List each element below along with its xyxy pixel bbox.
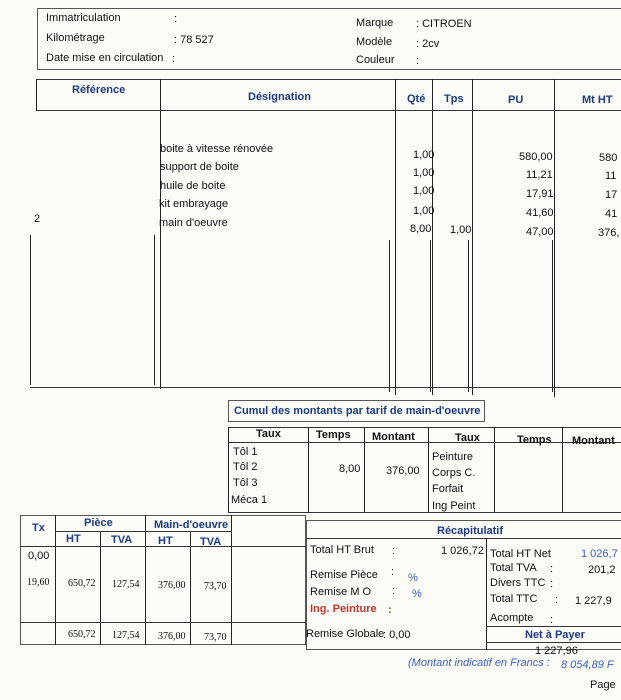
couleur-label: Couleur [356, 54, 395, 66]
remise-globale-value: : 0,00 [383, 629, 411, 641]
row-qte: 1,00 [413, 149, 435, 161]
marque-label: Marque [356, 17, 394, 29]
tva-row2-piece-ht: 650,72 [68, 578, 96, 589]
row-pu: 580,00 [519, 151, 553, 163]
couleur-sep: : [416, 55, 420, 67]
recap-title: Récapitulatif [437, 525, 504, 537]
row-designation: kit embrayage [159, 198, 229, 210]
cumul-temps-header: Temps [316, 429, 351, 441]
tva-total-mo-ht: 376,00 [158, 631, 186, 642]
tva-total-piece-tva: 127,54 [112, 630, 140, 641]
cumul-montant-header: Montant [372, 431, 415, 443]
immat-label: Immatriculation [46, 12, 121, 24]
rate-corps: Corps C. [432, 467, 476, 479]
tva-row2-mo-tva: 73,70 [204, 581, 227, 592]
net-a-payer-value: 1 227,96 [535, 645, 578, 657]
col-reference-header: Référence [72, 84, 126, 96]
cumul-temps2-header: Temps [517, 434, 552, 446]
total-ht-brut-sep: : [392, 545, 396, 557]
tva-row1-tx: 0,00 [28, 550, 50, 562]
tva-row2-tx: 19,60 [27, 577, 50, 588]
row-tps: 1,00 [450, 224, 472, 236]
total-ht-brut-value: 1 026,72 [441, 545, 484, 557]
rate-tol1: Tôl 1 [233, 446, 258, 458]
cumul-temps-value: 8,00 [339, 463, 361, 475]
remise-globale-label: Remise Globale [306, 628, 385, 640]
total-ttc-label: Total TTC [490, 593, 538, 605]
acompte-sep: : [550, 614, 554, 626]
row-pu: 17,91 [526, 188, 554, 200]
tva-piece-ht-header: HT [66, 533, 81, 545]
row-mtht: 41 [605, 208, 618, 220]
tva-piece-tva-header: TVA [111, 534, 133, 546]
ing-peinture-label: Ing. Peinture [310, 603, 377, 615]
page-label: Page [590, 679, 616, 691]
row-mtht: 11 [605, 170, 617, 182]
row-mtht: 17 [605, 189, 618, 201]
acompte-label: Acompte [490, 612, 534, 624]
tva-mo-header: Main-d'oeuvre [154, 519, 229, 531]
divers-ttc-sep: : [550, 578, 554, 590]
tva-mo-ht-header: HT [158, 535, 173, 547]
row-designation: boite à vitesse rénovée [160, 143, 274, 155]
remise-mo-pct: % [412, 588, 422, 600]
row-mtht: 376, [598, 227, 620, 239]
row-designation: support de boite [160, 161, 239, 173]
remise-piece-label: Remise Pièce [310, 569, 378, 581]
rate-meca1: Méca 1 [231, 494, 268, 506]
col-qte-header: Qté [407, 93, 426, 105]
modele-label: Modèle [356, 36, 393, 48]
total-ht-net-value: 1 026,7 [581, 548, 618, 560]
total-ttc-sep: : [555, 594, 559, 606]
tva-mo-tva-header: TVA [200, 536, 222, 548]
cumul-taux2-header: Taux [455, 432, 480, 444]
row-pu: 41,60 [526, 207, 554, 219]
km-label: Kilométrage [46, 32, 105, 44]
rate-forfait: Forfait [432, 483, 464, 495]
cumul-montant-value: 376,00 [386, 465, 420, 477]
col-pu-header: PU [508, 94, 524, 106]
row-qte: 1,00 [413, 185, 435, 197]
tva-total-mo-tva: 73,70 [204, 632, 227, 643]
rate-tol3: Tôl 3 [233, 477, 258, 489]
col-designation-header: Désignation [248, 91, 311, 103]
col-mtht-header: Mt HT [582, 94, 613, 106]
row-designation: main d'oeuvre [159, 217, 228, 229]
total-tva-sep: : [550, 563, 554, 575]
row-qte: 1,00 [413, 167, 435, 179]
net-a-payer-label: Net à Payer [525, 629, 585, 641]
francs-value: 8 054,89 F [561, 659, 614, 671]
row-reference: 2 [34, 213, 41, 225]
cumul-montant2-header: Montant [572, 435, 615, 447]
row-designation: huile de boite [160, 180, 226, 192]
tva-row2-piece-tva: 127,54 [112, 579, 140, 590]
total-ht-net-label: Total HT Net [490, 548, 551, 560]
rate-tol2: Tôl 2 [233, 461, 258, 473]
row-qte: 8,00 [410, 223, 432, 235]
col-tps-header: Tps [444, 93, 464, 105]
row-pu: 47,00 [526, 226, 554, 238]
marque-value: : CITROEN [416, 18, 472, 30]
rate-ing-peint: Ing Peint [432, 500, 476, 512]
francs-note: (Montant indicatif en Francs : [408, 657, 550, 669]
cumul-taux-header: Taux [256, 428, 281, 440]
total-ttc-value: 1 227,9 [575, 595, 612, 607]
divers-ttc-label: Divers TTC [490, 577, 546, 589]
total-ht-brut-label: Total HT Brut [310, 544, 374, 556]
date-label: Date mise en circulation [46, 52, 164, 64]
modele-value: : 2cv [416, 38, 440, 50]
tva-piece-header: Pièce [84, 517, 113, 529]
remise-piece-pct: % [408, 572, 418, 584]
row-pu: 11,21 [526, 169, 553, 181]
date-sep: : [172, 53, 176, 65]
tva-tx-header: Tx [32, 522, 45, 534]
cumul-title: Cumul des montants par tarif de main-d'oeuvre [234, 405, 481, 417]
tva-total-piece-ht: 650,72 [68, 629, 96, 640]
remise-piece-sep: : [391, 566, 395, 578]
total-tva-value: 201,2 [588, 564, 616, 576]
remise-mo-label: Remise M O [310, 586, 372, 598]
row-mtht: 580 [599, 152, 618, 164]
total-tva-label: Total TVA [490, 562, 537, 574]
km-value: : 78 527 [174, 34, 214, 46]
immat-sep: : [174, 13, 178, 25]
tva-row2-mo-ht: 376,00 [158, 580, 186, 591]
row-qte: 1,00 [413, 205, 435, 217]
rate-peinture: Peinture [432, 451, 473, 463]
remise-mo-sep: : [392, 585, 396, 597]
ing-peinture-sep: : [388, 604, 392, 616]
